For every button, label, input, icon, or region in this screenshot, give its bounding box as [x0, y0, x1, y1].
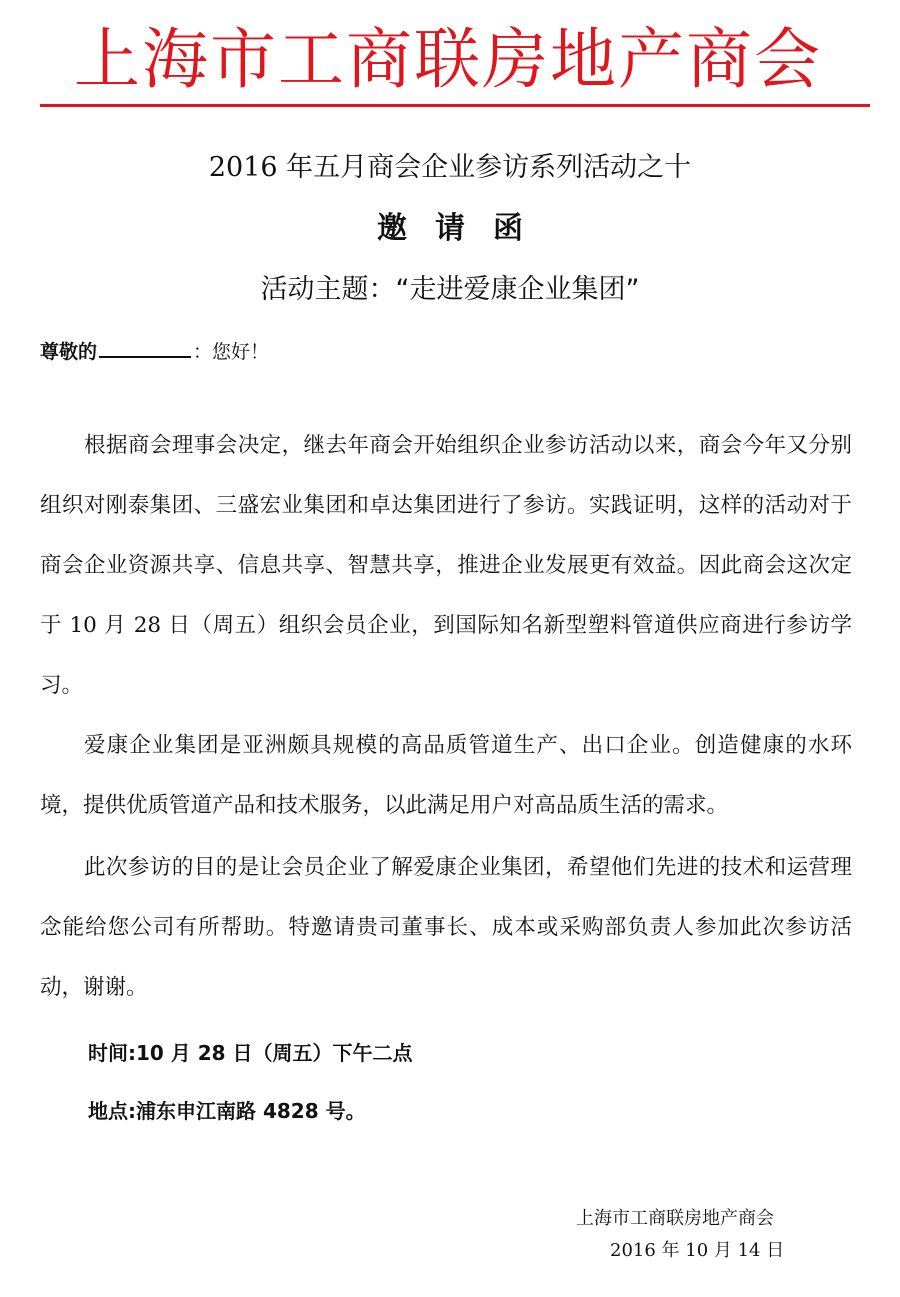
paragraph-text: 爱康企业集团是亚洲颇具规模的高品质管道生产、出口企业。创造健康的水环境，提供优质管道产品和技术服务，以此满足用户对高品质生活的需求。 [40, 733, 852, 818]
recipient-blank [99, 336, 191, 358]
signature-date: 2016 年 10 月 14 日 [610, 1240, 785, 1261]
event-theme: 活动主题：“走进爱康企业集团” [260, 274, 640, 305]
event-place: 地点:浦东申江南路 4828 号。 [88, 1099, 366, 1123]
body-paragraph-3 [40, 838, 852, 1018]
signature-organization: 上海市工商联房地产商会 [576, 1208, 774, 1229]
body-paragraph-2 [40, 716, 852, 836]
paragraph-text: 根据商会理事会决定，继去年商会开始组织企业参访活动以来，商会今年又分别组织对刚泰集团、三盛宏业集团和卓达集团进行了参访。实践证明，这样的活动对于商会企业资源共享、信息共享、智慧共享，推进企业发展更有效益。因此商会这次定于 10 月 28 日（周五）组织会员企业，到国际知名新型塑料管道供应商进行参访学习。 [40, 433, 852, 698]
letterhead-title: 上海市工商联房地产商会 [74, 21, 822, 98]
paragraph-text: 此次参访的目的是让会员企业了解爱康企业集团，希望他们先进的技术和运营理念能给您公司有所帮助。特邀请贵司董事长、成本或采购部负责人参加此次参访活动，谢谢。 [40, 855, 852, 1000]
salutation: 尊敬的 [40, 341, 98, 363]
event-subtitle: 2016 年五月商会企业参访系列活动之十 [208, 152, 692, 183]
greeting-line [40, 336, 269, 367]
letterhead-rule [40, 104, 870, 107]
body-paragraph-1 [40, 416, 852, 716]
event-time: 时间:10 月 28 日（周五）下午二点 [88, 1041, 413, 1065]
document-type-heading: 邀请函 [377, 211, 551, 246]
greeting-closing: ：您好！ [193, 341, 270, 363]
